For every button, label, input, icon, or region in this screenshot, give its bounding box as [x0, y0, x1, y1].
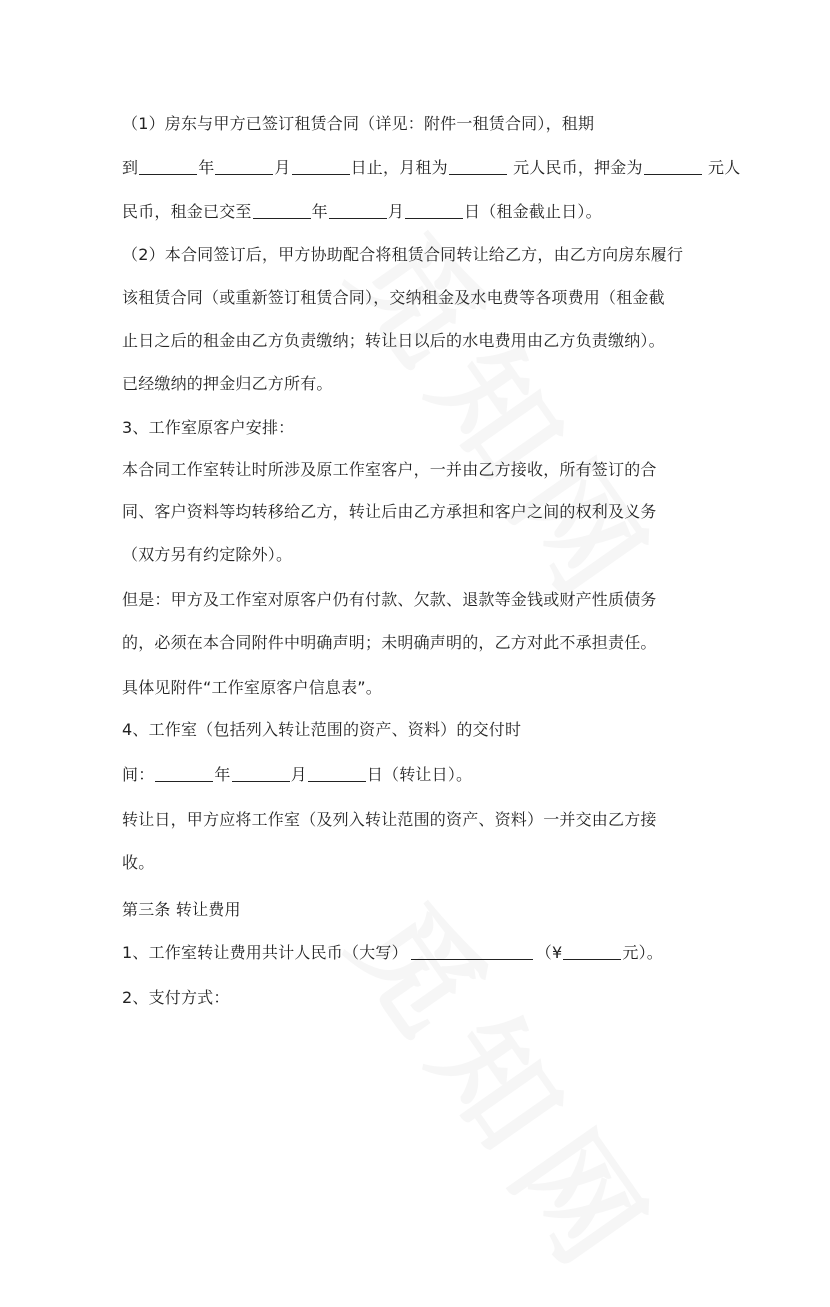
text-segment: 1、工作室转让费用共计人民币（大写） — [122, 943, 408, 962]
text-segment: （¥ — [535, 943, 563, 962]
text-line — [122, 331, 665, 351]
text-segment: 元人 — [702, 158, 741, 177]
text-segment: 第三条 转让费用 — [122, 900, 241, 919]
text-line — [122, 633, 657, 653]
fill-in-blank[interactable] — [411, 943, 533, 960]
text-segment: 年 — [198, 158, 215, 177]
text-line — [122, 418, 294, 438]
text-segment: 3、工作室原客户安排： — [122, 418, 295, 437]
fill-in-blank[interactable] — [292, 158, 350, 175]
text-segment: （2）本合同签订后，甲方协助配合将租赁合同转让给乙方，由乙方向房东履行 — [122, 245, 684, 264]
text-line — [122, 678, 382, 698]
text-line — [122, 853, 154, 873]
text-segment: 月 — [387, 202, 405, 221]
text-line — [122, 900, 241, 920]
text-segment: （双方另有约定除外）。 — [122, 545, 293, 564]
text-segment: 转让日，甲方应将工作室（及列入转让范围的资产、资料）一并交由乙方接 — [122, 810, 657, 829]
text-segment: 本合同工作室转让时所涉及原工作室客户，一并由乙方接收，所有签订的合 — [122, 460, 657, 479]
text-line — [122, 720, 521, 740]
text-line — [122, 502, 657, 522]
text-line — [122, 810, 657, 830]
text-line — [122, 460, 657, 480]
fill-in-blank[interactable] — [308, 765, 366, 782]
fill-in-blank[interactable] — [155, 765, 213, 782]
text-line — [122, 590, 657, 610]
text-segment: 具体见附件“工作室原客户信息表”。 — [122, 678, 382, 697]
fill-in-blank[interactable] — [644, 158, 702, 175]
text-line — [122, 988, 230, 1008]
text-segment: 月 — [274, 158, 291, 177]
text-line — [122, 374, 333, 394]
fill-in-blank[interactable] — [563, 943, 621, 960]
fill-in-blank[interactable] — [215, 158, 273, 175]
text-line — [122, 545, 292, 565]
fill-in-blank[interactable] — [253, 202, 311, 219]
fill-in-blank[interactable] — [139, 158, 197, 175]
text-line — [122, 288, 665, 308]
text-segment: 日止，月租为 — [350, 158, 448, 177]
text-segment: （1）房东与甲方已签订租赁合同（详见：附件一租赁合同），租期 — [122, 114, 595, 133]
text-segment: 该租赁合同（或重新签订租赁合同），交纳租金及水电费等各项费用（租金截 — [122, 288, 665, 307]
text-segment: 已经缴纳的押金归乙方所有。 — [122, 374, 333, 393]
text-segment: 同、客户资料等均转移给乙方，转让后由乙方承担和客户之间的权利及义务 — [122, 502, 657, 521]
text-segment: 日（租金截止日）。 — [464, 202, 602, 221]
text-segment: 止日之后的租金由乙方负责缴纳；转让日以后的水电费用由乙方负责缴纳）。 — [122, 331, 665, 350]
text-segment: 2、支付方式： — [122, 988, 230, 1007]
text-segment: 收。 — [122, 853, 155, 872]
text-segment: 的，必须在本合同附件中明确声明；未明确声明的，乙方对此不承担责任。 — [122, 633, 657, 652]
watermark — [319, 865, 701, 1307]
text-segment: 元）。 — [622, 943, 663, 962]
text-segment: 元人民币，押金为 — [507, 158, 643, 177]
fill-in-blank[interactable] — [405, 202, 463, 219]
text-line — [122, 202, 602, 222]
text-segment: 年 — [214, 765, 231, 784]
text-segment: 间： — [122, 765, 155, 784]
text-segment: 月 — [290, 765, 307, 784]
text-line — [122, 245, 683, 265]
text-segment: 4、工作室（包括列入转让范围的资产、资料）的交付时 — [122, 720, 522, 739]
fill-in-blank[interactable] — [449, 158, 507, 175]
text-segment: 到 — [122, 158, 139, 177]
fill-in-blank[interactable] — [232, 765, 290, 782]
text-segment: 民币，租金已交至 — [122, 202, 252, 221]
text-line — [122, 158, 740, 178]
fill-in-blank[interactable] — [329, 202, 387, 219]
text-line — [122, 765, 472, 785]
text-segment: 但是：甲方及工作室对原客户仍有付款、欠款、退款等金钱或财产性质债务 — [122, 590, 657, 609]
text-segment: 年 — [311, 202, 328, 221]
text-line — [122, 114, 594, 134]
text-segment: 日（转让日）。 — [366, 765, 473, 784]
text-line — [122, 943, 663, 963]
